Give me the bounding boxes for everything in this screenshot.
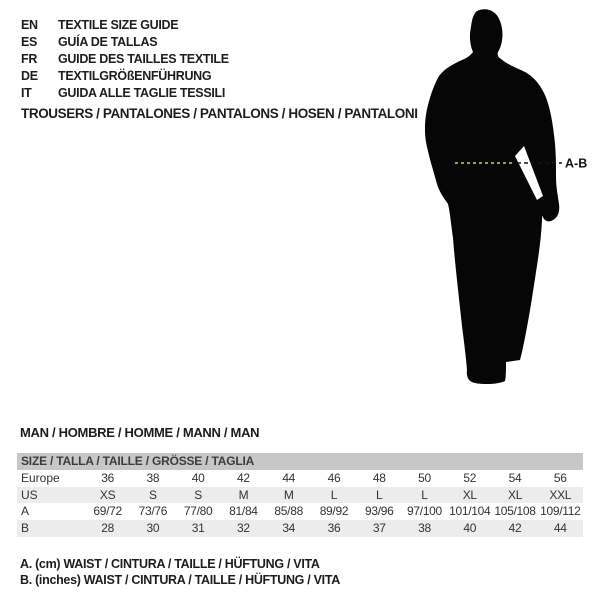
table-cell: 101/104 [449,504,491,519]
language-row [21,16,229,33]
table-cell: 89/92 [319,504,349,519]
table-cell: 40 [463,521,477,536]
table-cell: S [149,487,157,502]
table-cell: 73/76 [138,504,168,519]
table-cell: 42 [237,471,250,485]
table-cell: 44 [282,471,296,485]
table-cell: 109/112 [540,504,581,519]
table-cell: 34 [282,521,296,536]
table-cell: 48 [372,471,386,485]
language-row [21,67,229,84]
table-cell: 31 [191,521,205,536]
footnote-line: A. (cm) WAIST / CINTURA / TAILLE / HÜFTUNG / VITA [20,557,320,571]
language-label: GUIDE DES TAILLES TEXTILE [58,51,229,66]
table-row [17,470,583,487]
table-cell: 42 [508,521,522,536]
table-row-label: A [21,504,30,519]
table-row [17,520,583,537]
language-row [21,33,229,50]
language-list [21,16,229,101]
table-cell: 40 [191,471,205,485]
table-cell: 85/88 [274,504,303,519]
table-cell: 54 [508,471,522,485]
footnote-line: B. (inches) WAIST / CINTURA / TAILLE / HÜFTUNG / VITA [20,573,340,587]
garment-type-line: TROUSERS / PANTALONES / PANTALONS / HOSEN / PANTALONI [21,106,418,121]
table-cell: 56 [553,471,567,485]
language-code: DE [21,68,38,83]
language-label: GUÍA DE TALLAS [58,34,158,49]
table-row [17,503,583,520]
table-cell: 36 [327,521,341,536]
language-label: TEXTILGRÖßENFÜHRUNG [58,68,212,83]
table-cell: S [194,487,203,502]
table-cell: 81/84 [229,504,258,519]
table-cell: 32 [237,521,250,536]
table-cell: 50 [418,471,431,485]
size-table-body [17,470,583,537]
size-table [17,453,583,537]
table-cell: 93/96 [364,504,394,519]
language-code: ES [21,34,38,49]
measurement-footnotes [20,556,340,588]
table-cell: 52 [463,471,477,485]
language-row [21,84,229,101]
man-silhouette-figure [410,0,600,400]
table-cell: XL [462,487,477,502]
size-table-header: SIZE / TALLA / TAILLE / GRÖSSE / TAGLIA [17,453,583,470]
table-cell: 30 [146,521,160,536]
table-cell: 97/100 [407,504,442,519]
table-cell: L [330,487,338,502]
table-row [17,487,583,504]
language-code: EN [21,17,38,32]
language-label: TEXTILE SIZE GUIDE [58,17,179,32]
table-cell: XS [99,487,116,502]
language-code: FR [21,51,38,66]
table-row-label: Europe [21,471,60,485]
table-cell: L [376,487,383,502]
man-silhouette-icon [410,0,600,400]
table-cell: M [283,487,294,502]
table-cell: M [238,487,249,502]
language-row [21,50,229,67]
table-cell: 46 [327,471,341,485]
table-cell: 38 [418,521,431,536]
table-cell: 37 [372,521,386,536]
language-label: GUIDA ALLE TAGLIE TESSILI [58,85,226,100]
language-code: IT [21,85,32,100]
table-cell: XL [507,487,523,502]
table-cell: 77/80 [183,504,213,519]
gender-section-title: MAN / HOMBRE / HOMME / MANN / MAN [20,425,260,440]
table-row-label: B [21,521,30,536]
table-cell: 69/72 [93,504,122,519]
measure-label: A-B [565,156,588,171]
table-cell: 38 [146,471,160,485]
table-cell: XXL [549,487,572,502]
table-cell: 44 [553,521,567,536]
table-cell: L [421,487,428,502]
table-cell: 28 [101,521,114,536]
table-cell: 36 [101,471,114,485]
table-cell: 105/108 [494,504,536,519]
table-row-label: US [21,487,38,502]
